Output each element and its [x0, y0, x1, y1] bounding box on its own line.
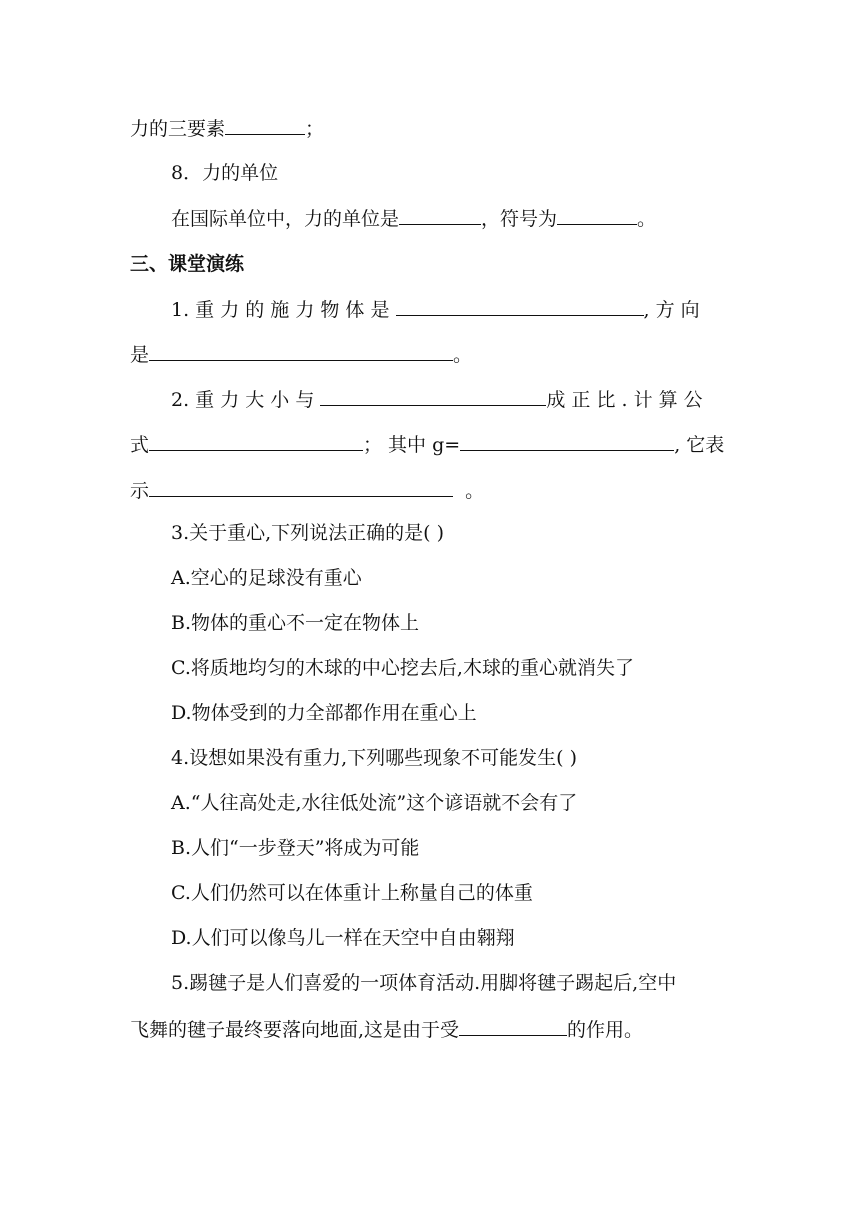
answer-blank[interactable] — [149, 478, 453, 497]
text: 示 — [130, 480, 150, 502]
answer-blank[interactable] — [460, 432, 674, 451]
text: 飞舞的毽子最终要落向地面,这是由于受 — [130, 1019, 460, 1041]
text: 1. 重 力 的 施 力 物 体 是 — [171, 299, 390, 321]
answer-blank[interactable] — [149, 342, 453, 361]
text: 的作用。 — [567, 1019, 644, 1041]
answer-blank[interactable] — [557, 206, 637, 225]
question-1-line-1 — [171, 297, 700, 322]
question-4-option-c: C.人们仍然可以在体重计上称量自己的体重 — [171, 882, 533, 904]
question-5-line-2 — [130, 1017, 643, 1042]
question-3-option-b: B.物体的重心不一定在物体上 — [171, 612, 420, 634]
question-4-option-d: D.人们可以像鸟儿一样在天空中自由翱翔 — [171, 927, 515, 949]
text: 在国际单位中，力的单位是 — [171, 208, 400, 230]
item-8-title: 8．力的单位 — [171, 162, 279, 184]
answer-blank[interactable] — [399, 206, 481, 225]
question-3-option-c: C.将质地均匀的木球的中心挖去后,木球的重心就消失了 — [171, 657, 634, 679]
text: ； — [305, 118, 325, 140]
answer-blank[interactable] — [396, 297, 644, 316]
text: 。 — [465, 480, 485, 502]
question-3-option-d: D.物体受到的力全部都作用在重心上 — [171, 702, 477, 724]
question-3-option-a: A.空心的足球没有重心 — [171, 567, 362, 589]
section-heading: 三、课堂演练 — [130, 253, 245, 275]
text: ； 其中 g= — [363, 434, 461, 456]
text: 式 — [130, 434, 150, 456]
text: , 方 向 — [643, 299, 700, 321]
answer-blank[interactable] — [320, 387, 546, 406]
text: 力的三要素 — [130, 118, 226, 140]
question-5-line-1: 5.踢毽子是人们喜爱的一项体育活动.用脚将毽子踢起后,空中 — [171, 972, 677, 994]
question-2-line-2 — [130, 432, 724, 457]
text: 。 — [637, 208, 657, 230]
text: 成 正 比 . 计 算 公 — [546, 389, 703, 411]
force-three-elements-line — [130, 116, 324, 141]
item-8-text — [171, 206, 656, 231]
question-3-stem: 3.关于重心,下列说法正确的是( ) — [171, 522, 445, 544]
question-4-stem: 4.设想如果没有重力,下列哪些现象不可能发生( ) — [171, 747, 578, 769]
text: ，符号为 — [481, 208, 558, 230]
text: 。 — [453, 344, 473, 366]
question-1-line-2 — [130, 342, 472, 367]
question-2-line-1 — [171, 387, 703, 412]
answer-blank[interactable] — [149, 432, 363, 451]
answer-blank[interactable] — [459, 1017, 567, 1036]
text: , 它表 — [674, 434, 725, 456]
question-2-line-3 — [130, 478, 484, 503]
question-4-option-b: B.人们“一步登天”将成为可能 — [171, 837, 420, 859]
text: 2. 重 力 大 小 与 — [171, 389, 315, 411]
question-4-option-a: A.“人往高处走,水往低处流”这个谚语就不会有了 — [171, 792, 578, 814]
answer-blank[interactable] — [225, 116, 305, 135]
text: 是 — [130, 344, 150, 366]
